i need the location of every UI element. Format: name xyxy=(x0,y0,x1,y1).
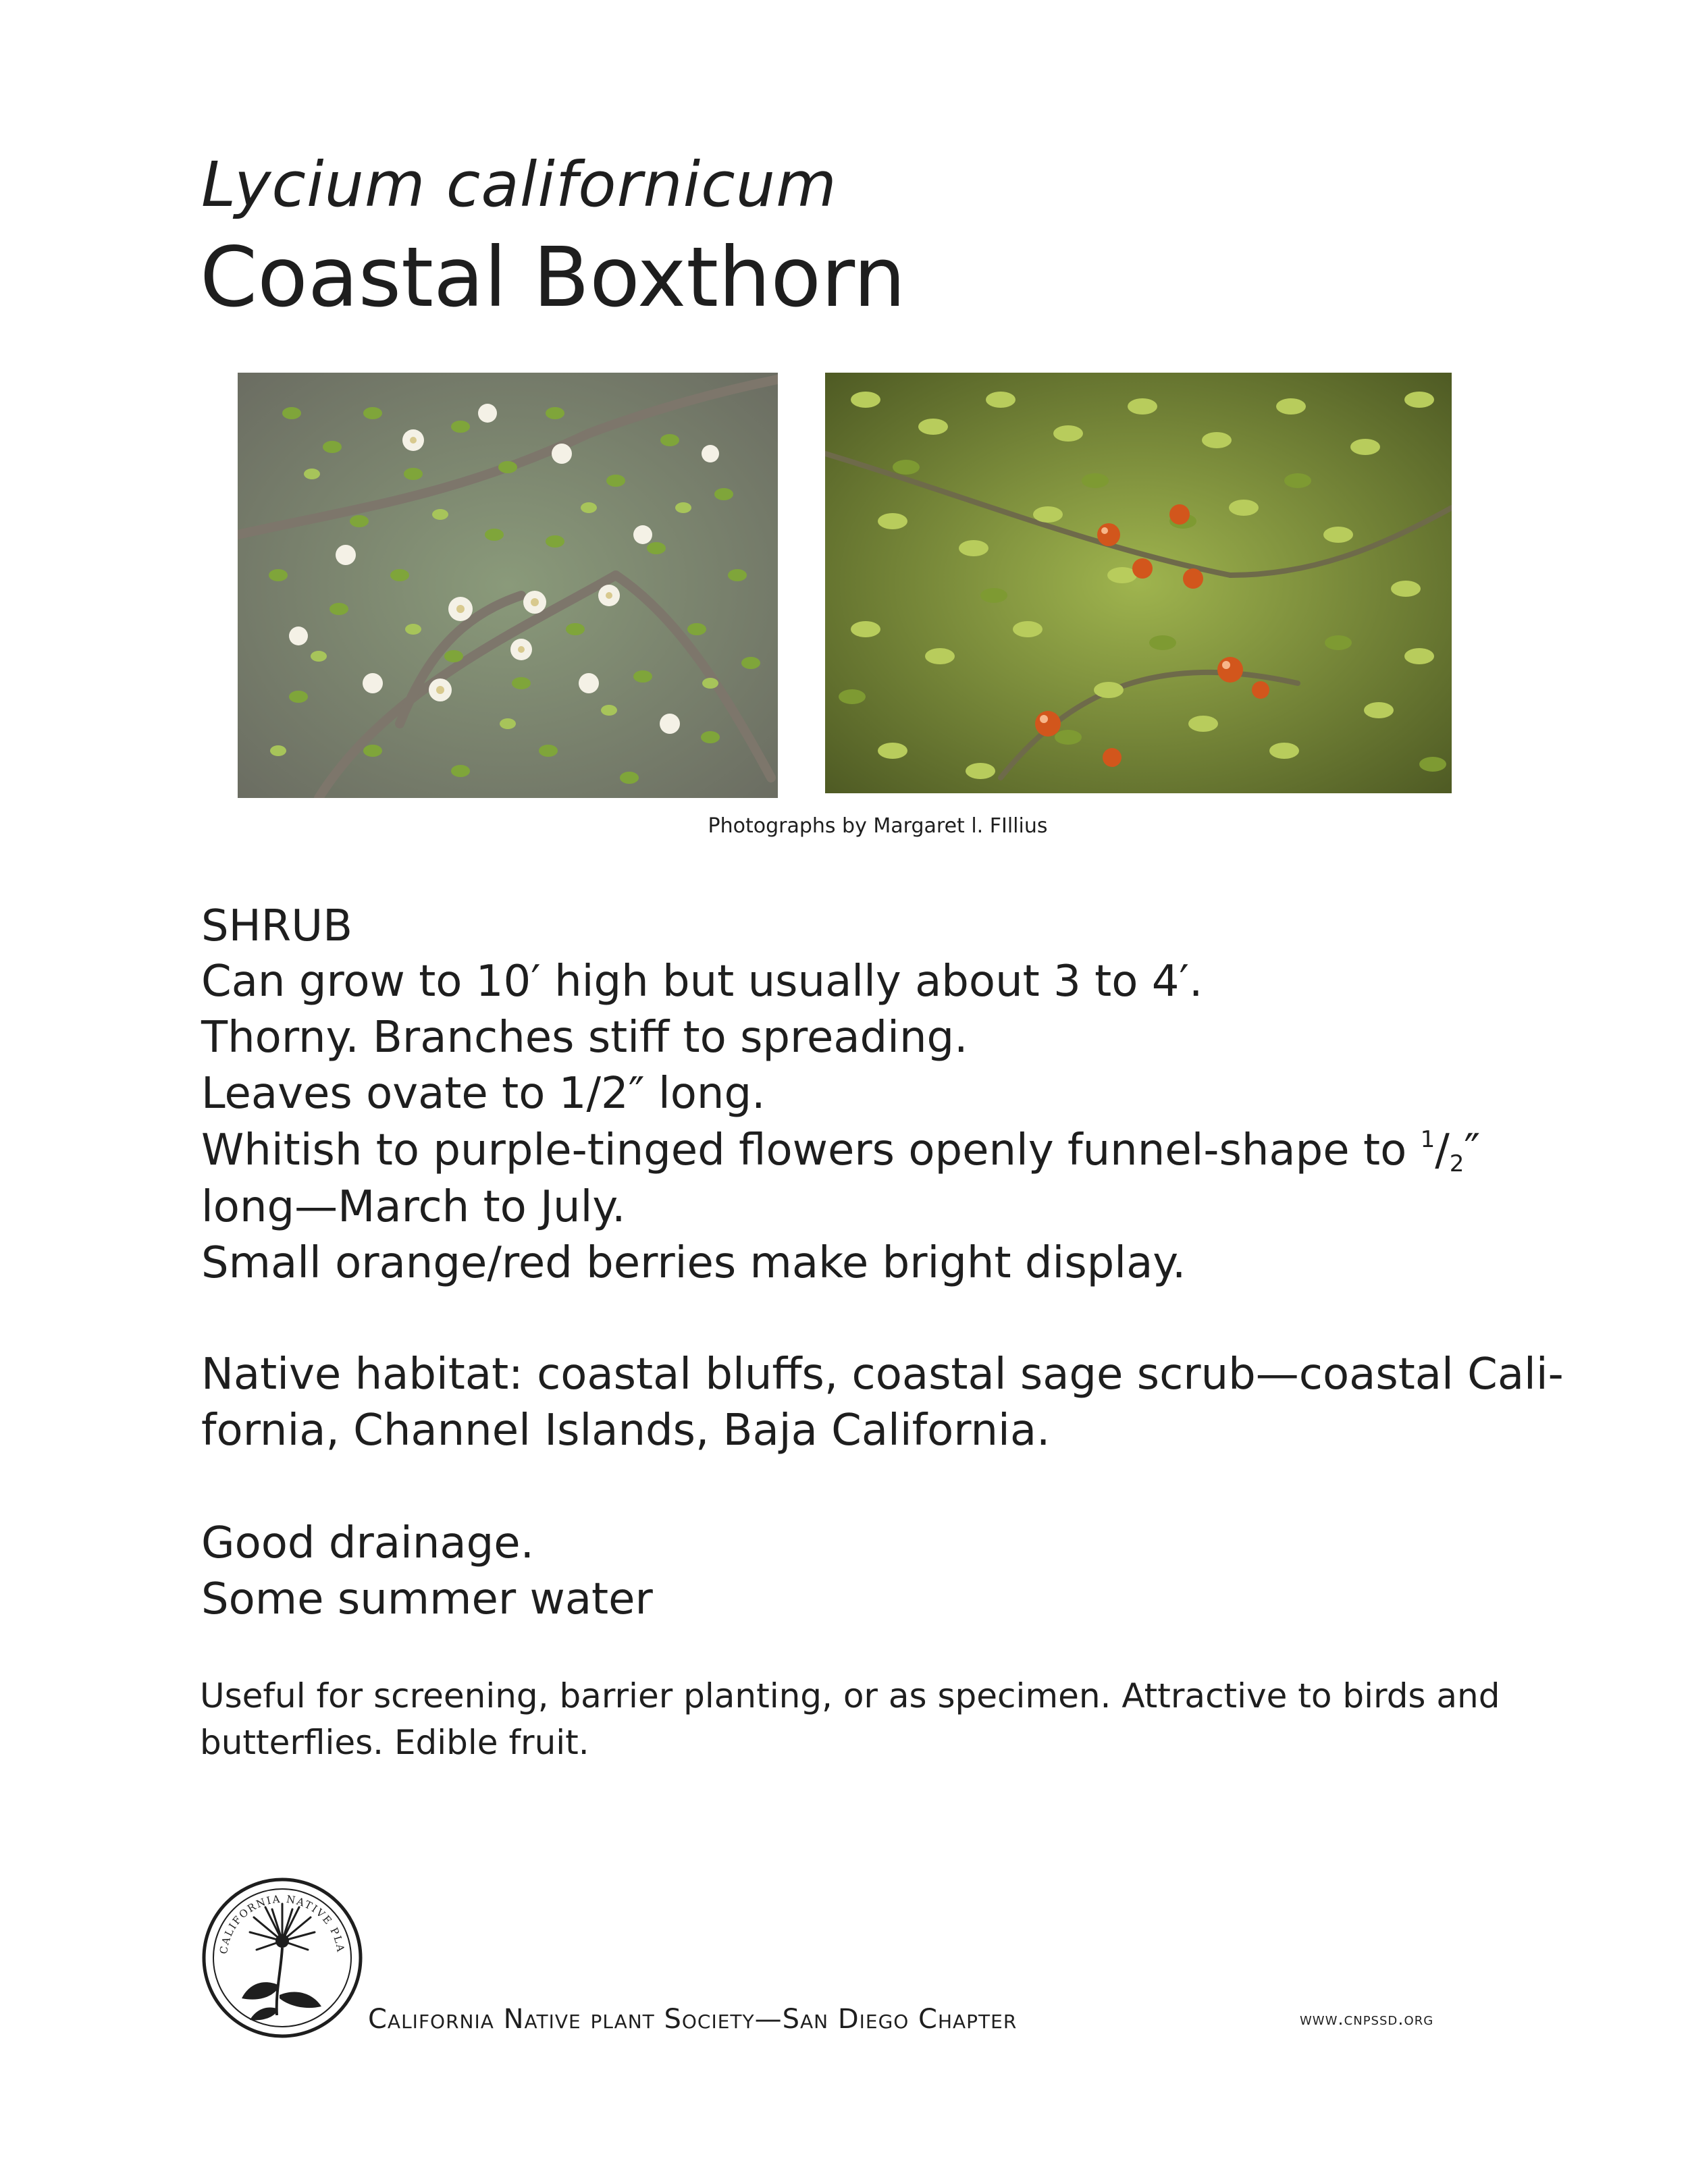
leaves-text: Leaves ovate to 1/2″ long. xyxy=(201,1069,766,1119)
photo-berries xyxy=(825,373,1452,793)
water-text: Some summer water xyxy=(201,1574,653,1624)
photo-caption: Photographs by Margaret l. FIllius xyxy=(708,814,1048,838)
berries-text: Small orange/red berries make bright display. xyxy=(201,1238,1186,1288)
inch-mark: ″ xyxy=(1464,1125,1481,1175)
height-text: Can grow to 10′ high but usually about 3 to 4′. xyxy=(201,957,1203,1007)
website-link[interactable]: www.cnpssd.org xyxy=(1300,2009,1434,2029)
fraction-numerator: 1 xyxy=(1420,1126,1435,1153)
scientific-name: Lycium californicum xyxy=(201,149,837,221)
common-name: Coastal Boxthorn xyxy=(200,230,906,325)
habitat-line1: Native habitat: coastal bluffs, coastal sage scrub—coastal Cali- xyxy=(201,1350,1564,1400)
category-label: SHRUB xyxy=(201,901,352,951)
habitat-line2: fornia, Channel Islands, Baja California. xyxy=(201,1406,1051,1456)
flowers-text xyxy=(201,1125,1481,1177)
photo-flowers xyxy=(238,373,778,798)
seal-text: CALIFORNIA NATIVE PLA xyxy=(217,1892,347,1955)
branches-text: Thorny. Branches stiff to spreading. xyxy=(201,1013,968,1063)
flowers-text-line2: long—March to July. xyxy=(201,1182,626,1232)
fraction-denominator: 2 xyxy=(1449,1150,1465,1177)
cnps-seal-logo xyxy=(201,1877,363,2039)
drainage-text: Good drainage. xyxy=(201,1518,534,1568)
notes-paragraph: Useful for screening, barrier planting, or as specimen. Attractive to birds and butterflies. Edible fruit. xyxy=(200,1676,1500,1762)
org-name: California Native plant Society—San Diego Chapter xyxy=(368,2004,1018,2035)
flowers-text-prefix: Whitish to purple-tinged flowers openly funnel-shape to xyxy=(201,1125,1421,1175)
fraction-slash: / xyxy=(1435,1125,1450,1175)
